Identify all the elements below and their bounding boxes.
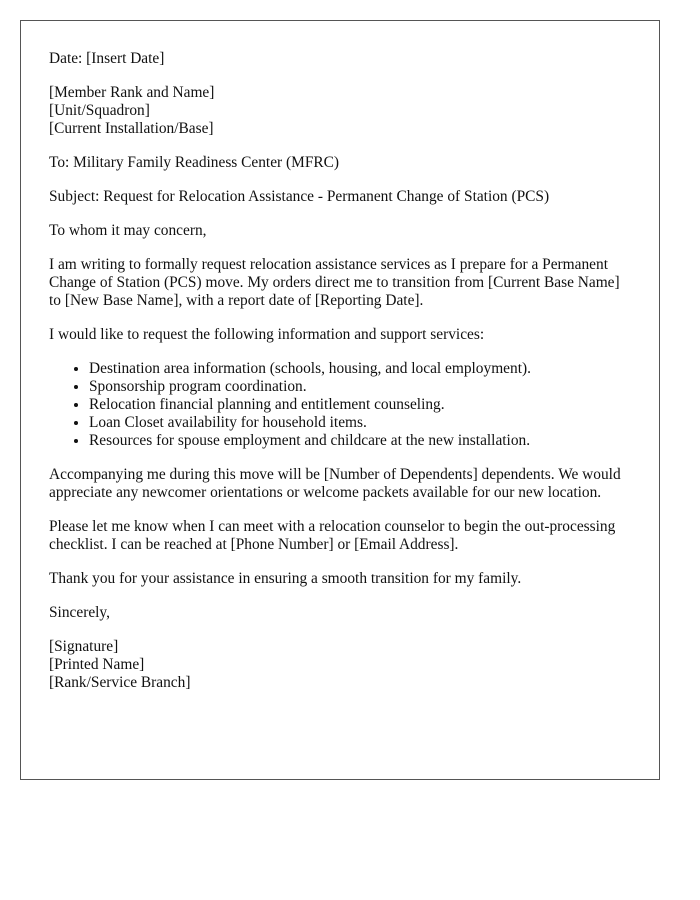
intro-paragraph: I am writing to formally request relocation assistance services as I prepare for a Permanent Change of Station (PCS) move. My orders direct me to transition from [Current Base Name] to [New Base Name], with a report date of [Reporting Date]. [49,256,620,309]
contact-paragraph: Please let me know when I can meet with a relocation counselor to begin the out-processing checklist. I can be reached at [Phone Number] or [Email Address]. [49,518,616,553]
list-item: • Loan Closet availability for household items. [89,414,633,432]
rank-branch: [Rank/Service Branch] [49,674,191,691]
signature-block [49,638,633,692]
dependents-paragraph: Accompanying me during this move will be [Number of Dependents] dependents. We would appreciate any newcomer orientations or welcome packets available for our new location. [49,466,621,501]
list-item: • Resources for spouse employment and childcare at the new installation. [89,432,633,450]
request-paragraph: I would like to request the following information and support services: [49,326,485,343]
sender-rank-name: [Member Rank and Name] [49,84,215,101]
recipient-line: To: Military Family Readiness Center (MFRC) [49,154,340,171]
date-line: Date: [Insert Date] [49,50,165,67]
services-list [49,360,633,450]
list-item: • Relocation financial planning and entitlement counseling. [89,396,633,414]
signature: [Signature] [49,638,119,655]
closing: Sincerely, [49,604,110,621]
salutation: To whom it may concern, [49,222,207,239]
sender-installation: [Current Installation/Base] [49,120,214,137]
sender-address [49,84,633,138]
list-item: • Sponsorship program coordination. [89,378,633,396]
sender-unit: [Unit/Squadron] [49,102,150,119]
thanks-paragraph: Thank you for your assistance in ensuring a smooth transition for my family. [49,570,522,587]
letter-page [20,20,660,780]
list-item: • Destination area information (schools, housing, and local employment). [89,360,633,378]
printed-name: [Printed Name] [49,656,145,673]
subject-line: Subject: Request for Relocation Assistance - Permanent Change of Station (PCS) [49,188,550,205]
